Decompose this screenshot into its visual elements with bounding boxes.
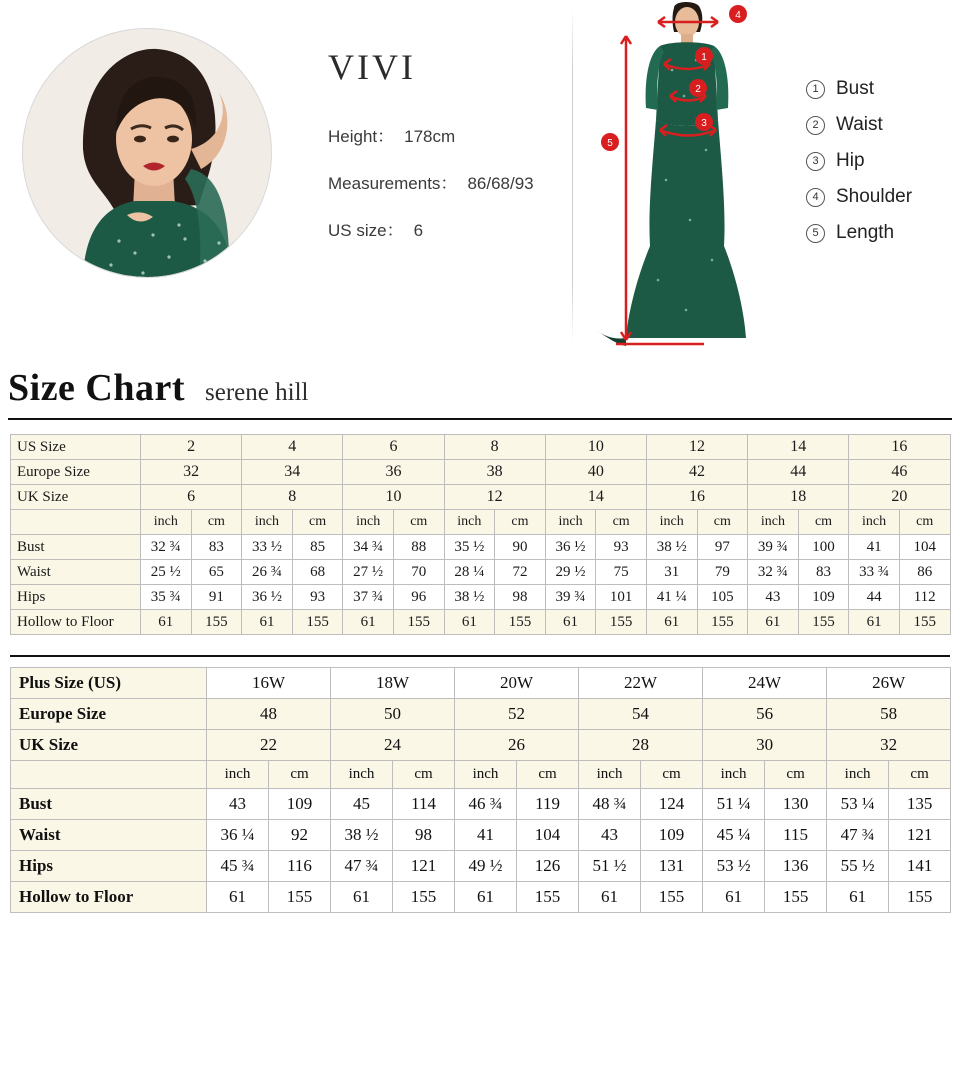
cell: inch [343, 510, 394, 535]
cell: 32 ¾ [748, 560, 799, 585]
legend-label: Length [836, 222, 895, 243]
cell: 47 ¾ [331, 851, 393, 882]
cell: 26 [455, 730, 579, 761]
table-gap [0, 635, 960, 649]
cell: 44 [748, 460, 849, 485]
cell: 49 ½ [455, 851, 517, 882]
cell: 131 [641, 851, 703, 882]
row-label: UK Size [11, 485, 141, 510]
cell: 109 [641, 820, 703, 851]
cell: 55 ½ [827, 851, 889, 882]
cell: 25 ½ [141, 560, 192, 585]
cell: inch [849, 510, 900, 535]
cell: 61 [331, 882, 393, 913]
cell: 72 [495, 560, 546, 585]
plus-size-table [10, 667, 951, 913]
cell: 65 [191, 560, 242, 585]
cell: 32 [141, 460, 242, 485]
cell: 6 [141, 485, 242, 510]
cell: cm [889, 761, 951, 789]
cell: 54 [579, 699, 703, 730]
table-row-hips [11, 851, 951, 882]
cell: 36 ½ [545, 535, 596, 560]
row-label: Waist [11, 560, 141, 585]
row-label: Plus Size (US) [11, 668, 207, 699]
row-label: US Size [11, 435, 141, 460]
cell: 32 [827, 730, 951, 761]
cell: 70 [393, 560, 444, 585]
cell: 155 [495, 610, 546, 635]
cell: 61 [141, 610, 192, 635]
table-row-waist [11, 820, 951, 851]
row-label: UK Size [11, 730, 207, 761]
row-label [11, 510, 141, 535]
cell: 61 [703, 882, 765, 913]
cell: cm [191, 510, 242, 535]
legend-number-icon: 5 [806, 224, 825, 243]
cell: 53 ¼ [827, 789, 889, 820]
cell: 45 [331, 789, 393, 820]
row-label: Waist [11, 820, 207, 851]
measurements-label: Measurements： [328, 174, 458, 193]
page-title: Size Chart [8, 367, 186, 409]
row-label [11, 761, 207, 789]
table-row-europe-size [11, 460, 951, 485]
cell: 61 [748, 610, 799, 635]
row-label: Bust [11, 789, 207, 820]
cell: 96 [393, 585, 444, 610]
cell: 43 [748, 585, 799, 610]
cell: 155 [641, 882, 703, 913]
cell: 40 [545, 460, 646, 485]
cell: 37 ¾ [343, 585, 394, 610]
cell: 136 [765, 851, 827, 882]
svg-text:5: 5 [607, 138, 613, 149]
cell: 22 [207, 730, 331, 761]
cell: 83 [191, 535, 242, 560]
cell: 61 [646, 610, 697, 635]
cell: 38 ½ [646, 535, 697, 560]
cell: 56 [703, 699, 827, 730]
cell: 26W [827, 668, 951, 699]
cell: 155 [899, 610, 950, 635]
cell: 121 [889, 820, 951, 851]
cell: 34 [242, 460, 343, 485]
cell: 68 [292, 560, 343, 585]
brand-subtitle: serene hill [205, 379, 309, 406]
brand-info [328, 46, 598, 263]
cell: 2 [141, 435, 242, 460]
cell: 36 [343, 460, 444, 485]
cell: cm [269, 761, 331, 789]
cell: 105 [697, 585, 748, 610]
cell: 155 [191, 610, 242, 635]
cell: inch [331, 761, 393, 789]
cell: cm [495, 510, 546, 535]
cell: 10 [545, 435, 646, 460]
cell: 35 ¾ [141, 585, 192, 610]
plus-size-table-wrap [0, 667, 960, 913]
cell: 75 [596, 560, 647, 585]
cell: 126 [517, 851, 579, 882]
cell: 38 ½ [444, 585, 495, 610]
size-chart-heading [0, 360, 960, 418]
table-row-plus-size [11, 668, 951, 699]
table-row-waist [11, 560, 951, 585]
cell: 58 [827, 699, 951, 730]
cell: 36 ¼ [207, 820, 269, 851]
table-row-europe-size [11, 699, 951, 730]
cell: 61 [849, 610, 900, 635]
cell: inch [455, 761, 517, 789]
row-label: Europe Size [11, 460, 141, 485]
cell: 14 [748, 435, 849, 460]
cell: 33 ¾ [849, 560, 900, 585]
table-row-bust [11, 535, 951, 560]
height-row [328, 122, 598, 147]
cell: inch [748, 510, 799, 535]
cell: 39 ¾ [545, 585, 596, 610]
svg-text:4: 4 [735, 10, 741, 21]
measurements-value: 86/68/93 [467, 174, 534, 193]
cell: 43 [579, 820, 641, 851]
vertical-divider [572, 8, 573, 343]
svg-text:2: 2 [695, 84, 701, 95]
cell: 27 ½ [343, 560, 394, 585]
row-label: Hollow to Floor [11, 882, 207, 913]
cell: inch [242, 510, 293, 535]
cell: 16 [849, 435, 950, 460]
cell: 31 [646, 560, 697, 585]
cell: 155 [697, 610, 748, 635]
cell: 46 [849, 460, 950, 485]
cell: 12 [444, 485, 545, 510]
cell: 109 [269, 789, 331, 820]
cell: 155 [269, 882, 331, 913]
cell: 124 [641, 789, 703, 820]
legend-number-icon: 3 [806, 152, 825, 171]
cell: 61 [444, 610, 495, 635]
cell: 61 [545, 610, 596, 635]
cell: 10 [343, 485, 444, 510]
cell: 6 [343, 435, 444, 460]
model-photo [22, 28, 272, 278]
cell: 33 ½ [242, 535, 293, 560]
cell: 47 ¾ [827, 820, 889, 851]
cell: 61 [343, 610, 394, 635]
legend-number-icon: 4 [806, 188, 825, 207]
table-row-uk-size [11, 730, 951, 761]
cell: inch [579, 761, 641, 789]
cell: 20 [849, 485, 950, 510]
cell: 79 [697, 560, 748, 585]
cell: 14 [545, 485, 646, 510]
cell: 97 [697, 535, 748, 560]
cell: inch [444, 510, 495, 535]
cell: 20W [455, 668, 579, 699]
cell: 16 [646, 485, 747, 510]
table-row-hollow-to-floor [11, 610, 951, 635]
cell: 101 [596, 585, 647, 610]
cell: 61 [455, 882, 517, 913]
cell: 53 ½ [703, 851, 765, 882]
cell: 104 [517, 820, 579, 851]
cell: 88 [393, 535, 444, 560]
cell: 41 [849, 535, 900, 560]
cell: inch [545, 510, 596, 535]
standard-size-table [10, 434, 951, 635]
legend-label: Hip [836, 150, 865, 171]
cell: cm [899, 510, 950, 535]
cell: 34 ¾ [343, 535, 394, 560]
cell: inch [141, 510, 192, 535]
cell: 61 [579, 882, 641, 913]
standard-size-table-wrap [0, 434, 960, 635]
cell: 90 [495, 535, 546, 560]
cell: cm [697, 510, 748, 535]
row-label: Hollow to Floor [11, 610, 141, 635]
measurement-legend [806, 78, 956, 258]
cell: 52 [455, 699, 579, 730]
cell: cm [596, 510, 647, 535]
cell: 91 [191, 585, 242, 610]
cell: 86 [899, 560, 950, 585]
legend-item-waist [806, 114, 956, 136]
svg-text:3: 3 [701, 118, 707, 129]
cell: 51 ½ [579, 851, 641, 882]
cell: 155 [765, 882, 827, 913]
cell: 41 [455, 820, 517, 851]
legend-item-hip [806, 150, 956, 172]
cell: 29 ½ [545, 560, 596, 585]
table-row-bust [11, 789, 951, 820]
cell: 48 [207, 699, 331, 730]
cell: 155 [596, 610, 647, 635]
cell: 8 [444, 435, 545, 460]
cell: 24 [331, 730, 455, 761]
table-row-hips [11, 585, 951, 610]
cell: inch [827, 761, 889, 789]
cell: 116 [269, 851, 331, 882]
section-rule [10, 655, 950, 657]
cell: 98 [393, 820, 455, 851]
cell: 155 [517, 882, 579, 913]
cell: 22W [579, 668, 703, 699]
brand-name: VIVI [328, 47, 416, 87]
measurements-row [328, 169, 598, 194]
cell: inch [646, 510, 697, 535]
cell: 114 [393, 789, 455, 820]
cell: 26 ¾ [242, 560, 293, 585]
cell: 24W [703, 668, 827, 699]
cell: 61 [827, 882, 889, 913]
legend-item-bust [806, 78, 956, 100]
cell: cm [765, 761, 827, 789]
cell: 135 [889, 789, 951, 820]
cell: 93 [596, 535, 647, 560]
cell: 155 [889, 882, 951, 913]
cell: 28 ¼ [444, 560, 495, 585]
row-label: Hips [11, 851, 207, 882]
dress-diagram-illustration [586, 0, 786, 352]
cell: cm [292, 510, 343, 535]
table-row-uk-size [11, 485, 951, 510]
height-label: Height： [328, 127, 395, 146]
cell: inch [703, 761, 765, 789]
cell: 119 [517, 789, 579, 820]
cell: 155 [292, 610, 343, 635]
measurement-figure [586, 0, 786, 352]
cell: 48 ¾ [579, 789, 641, 820]
legend-label: Waist [836, 114, 883, 135]
table-row-us-size [11, 435, 951, 460]
svg-text:1: 1 [701, 52, 707, 63]
cell: 45 ¾ [207, 851, 269, 882]
legend-number-icon: 2 [806, 116, 825, 135]
cell: 8 [242, 485, 343, 510]
cell: 16W [207, 668, 331, 699]
cell: 61 [242, 610, 293, 635]
row-label: Bust [11, 535, 141, 560]
cell: 12 [646, 435, 747, 460]
cell: 85 [292, 535, 343, 560]
cell: 61 [207, 882, 269, 913]
cell: 35 ½ [444, 535, 495, 560]
table-row-units [11, 510, 951, 535]
us-size-label: US size： [328, 221, 404, 240]
cell: cm [798, 510, 849, 535]
row-label: Hips [11, 585, 141, 610]
cell: 155 [393, 882, 455, 913]
cell: 38 [444, 460, 545, 485]
row-label: Europe Size [11, 699, 207, 730]
cell: 28 [579, 730, 703, 761]
cell: cm [641, 761, 703, 789]
legend-label: Bust [836, 78, 875, 99]
cell: 39 ¾ [748, 535, 799, 560]
table-row-hollow-to-floor [11, 882, 951, 913]
cell: cm [517, 761, 579, 789]
cell: 38 ½ [331, 820, 393, 851]
cell: 155 [393, 610, 444, 635]
cell: 18 [748, 485, 849, 510]
table-row-units [11, 761, 951, 789]
height-value: 178cm [404, 127, 456, 146]
cell: 18W [331, 668, 455, 699]
cell: 109 [798, 585, 849, 610]
cell: 93 [292, 585, 343, 610]
legend-item-length [806, 222, 956, 244]
model-portrait-illustration [23, 29, 271, 277]
legend-label: Shoulder [836, 186, 913, 207]
cell: 45 ¼ [703, 820, 765, 851]
cell: 4 [242, 435, 343, 460]
cell: 46 ¾ [455, 789, 517, 820]
cell: 104 [899, 535, 950, 560]
cell: 112 [899, 585, 950, 610]
us-size-row [328, 216, 598, 241]
cell: cm [393, 761, 455, 789]
legend-item-shoulder [806, 186, 956, 208]
cell: 50 [331, 699, 455, 730]
cell: 36 ½ [242, 585, 293, 610]
cell: 130 [765, 789, 827, 820]
cell: 92 [269, 820, 331, 851]
cell: 41 ¼ [646, 585, 697, 610]
cell: 155 [798, 610, 849, 635]
cell: 98 [495, 585, 546, 610]
us-size-value: 6 [413, 221, 424, 240]
model-info-section [0, 0, 960, 360]
cell: 43 [207, 789, 269, 820]
cell: 141 [889, 851, 951, 882]
cell: 30 [703, 730, 827, 761]
cell: 100 [798, 535, 849, 560]
cell: 44 [849, 585, 900, 610]
cell: 32 ¾ [141, 535, 192, 560]
cell: cm [393, 510, 444, 535]
cell: 115 [765, 820, 827, 851]
cell: 83 [798, 560, 849, 585]
legend-number-icon: 1 [806, 80, 825, 99]
cell: 121 [393, 851, 455, 882]
cell: 42 [646, 460, 747, 485]
cell: 51 ¼ [703, 789, 765, 820]
cell: inch [207, 761, 269, 789]
heading-rule [8, 418, 952, 420]
